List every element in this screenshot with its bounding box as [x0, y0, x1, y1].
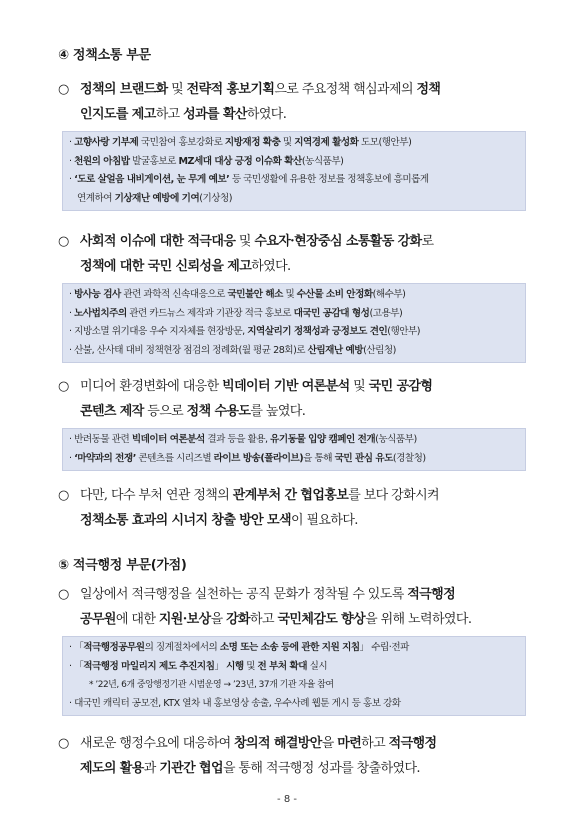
- text: 에 대한: [115, 612, 159, 627]
- bold-text: 빅데이터 기반 여론분석: [222, 379, 350, 394]
- bold-text: 공무원: [80, 612, 116, 627]
- text: 을 통해 적극행정 성과를 창출하였다.: [222, 761, 420, 776]
- detail-item: [69, 450, 519, 469]
- bold-text: 유기동물 입양 캠페인 전개: [270, 434, 376, 445]
- bold-text: 성과를 확산: [183, 107, 247, 122]
- text: 및: [282, 289, 297, 300]
- paragraph-line: [58, 607, 528, 632]
- bold-text: 수산물 소비 안정화: [296, 289, 373, 300]
- text: 미디어 환경변화에 대응한: [80, 379, 223, 394]
- bold-text: 전략적 홍보기획: [186, 82, 275, 97]
- bold-text: 정책: [416, 82, 441, 97]
- paragraph-line: [58, 582, 528, 607]
- text: 및: [243, 660, 258, 672]
- text: 으로 주요정책 핵심과제의: [274, 82, 417, 97]
- text: 및: [235, 234, 255, 249]
- bold-text: 인지도를 제고: [80, 107, 156, 122]
- text: 국민참여 홍보강화로: [138, 137, 225, 148]
- bold-text: 방사능 검사: [74, 289, 121, 300]
- detail-item: [69, 171, 519, 190]
- text: 로: [421, 234, 434, 249]
- bold-text: 수요자·현장중심 소통활동 강화: [254, 234, 422, 249]
- text: ·: [69, 307, 75, 319]
- text: 관련 카드뉴스 제작과 기관장 적극 홍보로: [126, 307, 294, 319]
- text: ·: [69, 174, 75, 185]
- bold-text: 지역살리기 정책성과 긍정보도 견인: [247, 326, 388, 337]
- text: 을: [210, 612, 227, 627]
- bold-text: 천원의 아침밥: [74, 155, 130, 167]
- bold-text: 정책의 브랜드화: [80, 82, 168, 97]
- bold-text: 정책 수용도: [186, 404, 251, 419]
- bold-text: 소명 또는 소송 등에 관한 지원 지침: [219, 642, 360, 653]
- text: 다만, 다수 부처 연관 정책의: [80, 488, 233, 503]
- detail-item: [69, 153, 519, 172]
- text: 」 수립·전파: [359, 642, 409, 653]
- circle-bullet-icon: ○: [58, 488, 69, 503]
- paragraph: [58, 582, 528, 632]
- text: 등 국민생활에 유용한 정보를 정책홍보에 흥미롭게: [229, 174, 429, 185]
- detail-item: [69, 695, 519, 714]
- bold-text: 마련: [337, 736, 362, 751]
- bold-text: 전 부처 확대: [257, 660, 308, 672]
- circle-bullet-icon: ○: [58, 587, 69, 602]
- detail-item: [69, 658, 519, 677]
- text: (농식품부): [301, 155, 344, 167]
- text: 발굴홍보로: [129, 155, 179, 167]
- detail-item: [69, 190, 519, 209]
- text: 하고: [155, 107, 184, 122]
- circle-bullet-icon: ○: [58, 82, 69, 97]
- page-number: - 8 -: [277, 794, 297, 805]
- text: 을 위해 노력하였다.: [365, 612, 472, 627]
- paragraph: [58, 229, 528, 279]
- bold-text: 적극행정공무원: [83, 642, 145, 653]
- detail-item: [69, 323, 519, 342]
- paragraph-line: [58, 229, 528, 254]
- text: 을 통해: [303, 452, 335, 464]
- paragraph: [58, 77, 528, 127]
- paragraph-line: [58, 399, 528, 424]
- detail-item: [69, 286, 519, 305]
- bold-text: 대국민 공감대 형성: [293, 307, 370, 319]
- bold-text: 정책에 대한 국민 신뢰성을 제고: [80, 259, 252, 274]
- text: 등으로: [143, 404, 187, 419]
- bold-text: 기관간 협업: [159, 761, 223, 776]
- bold-text: 기상재난 예방에 기여: [114, 192, 200, 204]
- text: ·: [69, 289, 75, 300]
- text: (산림청): [363, 344, 396, 356]
- bold-text: 강화: [226, 612, 251, 627]
- bold-text: 국민불안 해소: [227, 289, 283, 300]
- text: 하고: [361, 736, 389, 751]
- bold-text: 사회적 이슈에 대한 적극대응: [80, 234, 236, 249]
- paragraph-line: [58, 102, 528, 127]
- bold-text: 적극행정: [388, 736, 437, 751]
- paragraph-line: [58, 254, 528, 279]
- bold-text: 국민체감도 향상: [277, 612, 366, 627]
- detail-item: [69, 676, 519, 695]
- bold-text: 지원·보상: [158, 612, 211, 627]
- detail-item: [69, 431, 519, 450]
- text: 을: [321, 736, 338, 751]
- bold-text: 적극행정: [407, 587, 456, 602]
- text: 관련 과학적 신속대응으로: [120, 289, 228, 300]
- paragraph: [58, 731, 528, 781]
- paragraph-line: [58, 508, 528, 533]
- detail-box: [62, 283, 526, 363]
- bold-text: 제도의 활용: [80, 761, 144, 776]
- text: 과: [143, 761, 160, 776]
- paragraph: [58, 374, 528, 424]
- bold-text: 산림재난 예방: [307, 344, 364, 356]
- bold-text: 고향사랑 기부제: [74, 137, 139, 148]
- text: · 「: [69, 660, 84, 672]
- detail-item: [69, 134, 519, 153]
- text: · 반려동물 관련: [69, 434, 132, 445]
- detail-box: [62, 131, 526, 211]
- text: 도모(행안부): [358, 137, 412, 148]
- paragraph-line: [58, 374, 528, 399]
- text: 를 보다 강화시켜: [348, 488, 439, 503]
- text: 」: [214, 660, 227, 672]
- detail-box: [62, 428, 526, 471]
- bold-text: 노사법치주의: [74, 307, 127, 319]
- text: ·: [69, 137, 75, 148]
- bold-text: 정책소통 효과의 시너지 창출 방안 모색: [80, 513, 291, 528]
- text: 하였다.: [251, 259, 291, 274]
- text: 의 징계절차에서의: [144, 642, 220, 653]
- paragraph-line: [58, 731, 528, 756]
- bold-text: MZ세대 대상 긍정 이슈화 확산: [178, 155, 302, 167]
- bold-text: 지방재정 확충: [224, 137, 281, 148]
- text: ·: [69, 452, 75, 464]
- circle-bullet-icon: ○: [58, 736, 69, 751]
- text: 하였다.: [246, 107, 287, 122]
- text: · 지방소멸 위기대응 우수 지자체를 현장방문,: [69, 326, 248, 337]
- bold-text: 지역경제 활성화: [294, 137, 359, 148]
- paragraph: [58, 483, 528, 533]
- section-heading: ⑤ 적극행정 부문(가점): [58, 558, 187, 573]
- text: 새로운 행정수요에 대응하여: [80, 736, 235, 751]
- bold-text: ‘마약과의 전쟁’: [74, 452, 136, 464]
- paragraph-line: [58, 77, 528, 102]
- bold-text: 국민 관심 유도: [334, 452, 393, 464]
- text: (농식품부): [375, 434, 417, 445]
- circle-bullet-icon: ○: [58, 379, 69, 394]
- bold-text: 빅데이터 여론분석: [131, 434, 205, 445]
- bold-text: 창의적 해결방안: [234, 736, 322, 751]
- text: (경찰청): [392, 452, 426, 464]
- detail-box: [62, 636, 526, 716]
- bold-text: 국민 공감형: [368, 379, 433, 394]
- text: 결과 등을 활용,: [204, 434, 271, 445]
- detail-item: [69, 639, 519, 658]
- bold-text: 시행: [226, 660, 244, 672]
- text: * ’22년, 6개 중앙행정기관 시범운영 → ’23년, 37개 기관 자율 참여: [89, 680, 334, 690]
- text: (행안부): [387, 326, 421, 337]
- circle-bullet-icon: ○: [58, 234, 69, 249]
- paragraph-line: [58, 756, 528, 781]
- text: 일상에서 적극행정을 실천하는 공직 문화가 정착될 수 있도록: [80, 587, 408, 602]
- text: 이 필요하다.: [290, 513, 358, 528]
- bold-text: ‘도로 살얼음 내비게이션, 눈 무게 예보’: [74, 174, 230, 185]
- text: 실시: [307, 660, 328, 672]
- bold-text: 라이브 방송(폴라이브): [213, 452, 304, 464]
- text: ·: [69, 155, 75, 167]
- bold-text: 관계부처 간 협업홍보: [232, 488, 349, 503]
- detail-item: [69, 305, 519, 324]
- text: 콘텐츠를 시리즈별: [135, 452, 214, 464]
- text: 연계하여: [77, 192, 115, 204]
- text: (해수부): [372, 289, 406, 300]
- section-heading: ④ 정책소통 부문: [58, 48, 151, 63]
- text: 및: [280, 137, 295, 148]
- text: (고용부): [369, 307, 403, 319]
- text: · 산불, 산사태 대비 정책현장 점검의 정례화(월 평균 28회)로: [69, 344, 308, 356]
- text: · 대국민 캐릭터 공모전, KTX 열차 내 홍보영상 송출, 우수사례 웹툰 게시 등 홍보 강화: [69, 697, 401, 709]
- text: 및: [349, 379, 369, 394]
- text: 를 높였다.: [250, 404, 306, 419]
- bold-text: 적극행정 마일리지 제도 추진지침: [83, 660, 215, 672]
- paragraph-line: [58, 483, 528, 508]
- text: 및: [167, 82, 187, 97]
- bold-text: 콘텐츠 제작: [80, 404, 144, 419]
- detail-item: [69, 342, 519, 361]
- text: 하고: [250, 612, 278, 627]
- text: · 「: [69, 642, 84, 653]
- text: (기상청): [199, 192, 233, 204]
